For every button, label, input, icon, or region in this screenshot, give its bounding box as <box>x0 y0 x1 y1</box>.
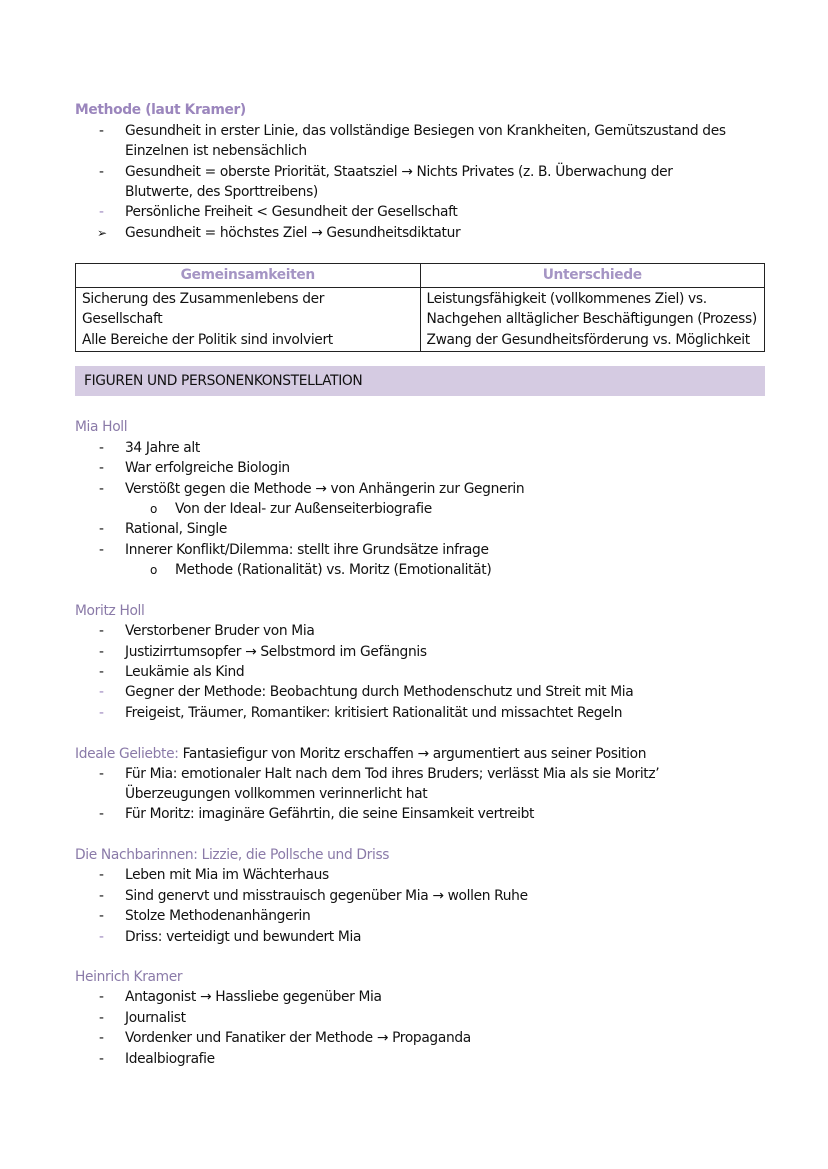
bullet-dash: - <box>99 806 104 822</box>
bullet-dash: - <box>99 664 104 680</box>
list-item-cont: Überzeugungen vollkommen verinnerlicht hat <box>125 786 428 802</box>
bullet-dash: - <box>99 888 104 904</box>
section-header-bar <box>75 366 765 396</box>
list-item: Persönliche Freiheit < Gesundheit der Gesellschaft <box>125 204 458 220</box>
bullet-dash: - <box>99 867 104 883</box>
list-item-cont: Blutwerte, des Sporttreibens) <box>125 184 318 200</box>
bullet-dash: - <box>99 460 104 476</box>
cell-line: Alle Bereiche der Politik sind involviert <box>82 331 333 348</box>
bullet-dash: - <box>99 1051 104 1067</box>
table-header-unterschiede: Unterschiede <box>420 264 765 288</box>
list-item: Gesundheit = oberste Priorität, Staatsziel → Nichts Privates (z. B. Überwachung der <box>125 164 673 180</box>
bullet-dash: - <box>99 929 104 945</box>
list-item: Journalist <box>125 1010 186 1026</box>
list-item: Für Mia: emotionaler Halt nach dem Tod ihres Bruders; verlässt Mia als sie Moritz’ <box>125 766 660 782</box>
list-item: Driss: verteidigt und bewundert Mia <box>125 929 362 945</box>
table-cell-left <box>76 287 421 352</box>
cell-line: Nachgehen alltäglicher Beschäftigungen (Prozess) <box>426 311 757 327</box>
list-item: Stolze Methodenanhängerin <box>125 908 311 924</box>
circle-bullet-icon: o <box>150 563 157 577</box>
bullet-dash: - <box>99 164 104 180</box>
geliebte-heading: Ideale Geliebte: <box>75 746 179 762</box>
cell-line: Gesellschaft <box>82 311 163 327</box>
mia-heading: Mia Holl <box>75 419 128 435</box>
cell-line: Leistungsfähigkeit (vollkommenes Ziel) vs. <box>426 290 707 307</box>
bullet-dash: - <box>99 1010 104 1026</box>
list-item: Idealbiografie <box>125 1051 215 1067</box>
list-item: Leben mit Mia im Wächterhaus <box>125 867 329 883</box>
list-item: Innerer Konflikt/Dilemma: stellt ihre Grundsätze infrage <box>125 542 489 558</box>
list-item: Gegner der Methode: Beobachtung durch Methodenschutz und Streit mit Mia <box>125 684 634 700</box>
list-item: Antagonist → Hassliebe gegenüber Mia <box>125 989 382 1005</box>
cell-line: Zwang der Gesundheitsförderung vs. Möglichkeit <box>426 331 750 348</box>
bullet-dash: - <box>99 542 104 558</box>
list-item-cont: Einzelnen ist nebensächlich <box>125 143 307 159</box>
arrow-bullet-icon: ➢ <box>97 226 107 240</box>
list-item: Rational, Single <box>125 521 228 537</box>
list-item: Verstößt gegen die Methode → von Anhängerin zur Gegnerin <box>125 481 525 497</box>
list-item: War erfolgreiche Biologin <box>125 460 290 476</box>
bullet-dash: - <box>99 684 104 700</box>
kramer-heading: Heinrich Kramer <box>75 969 183 985</box>
bullet-dash: - <box>99 766 104 782</box>
list-item: Verstorbener Bruder von Mia <box>125 623 315 639</box>
list-item: Justizirrtumsopfer → Selbstmord im Gefängnis <box>125 644 427 660</box>
bullet-dash: - <box>99 705 104 721</box>
table-cell-right <box>420 287 765 352</box>
bullet-dash: - <box>99 644 104 660</box>
bullet-dash: - <box>99 123 104 139</box>
list-item: 34 Jahre alt <box>125 440 200 456</box>
bullet-dash: - <box>99 204 104 220</box>
bullet-dash: - <box>99 623 104 639</box>
geliebte-intro: Fantasiefigur von Moritz erschaffen → argumentiert aus seiner Position <box>182 746 647 762</box>
list-item: Sind genervt und misstrauisch gegenüber Mia → wollen Ruhe <box>125 888 528 904</box>
table-header-gemeinsamkeiten: Gemeinsamkeiten <box>76 264 421 288</box>
bullet-dash: - <box>99 908 104 924</box>
bullet-dash: - <box>99 481 104 497</box>
bullet-dash: - <box>99 440 104 456</box>
sub-list-item: Methode (Rationalität) vs. Moritz (Emotionalität) <box>175 562 492 578</box>
list-item: Gesundheit = höchstes Ziel → Gesundheitsdiktatur <box>125 225 461 241</box>
sub-list-item: Von der Ideal- zur Außenseiterbiografie <box>175 501 432 517</box>
list-item: Gesundheit in erster Linie, das vollständige Besiegen von Krankheiten, Gemütszustand des <box>125 123 726 139</box>
geliebte-line <box>75 746 646 762</box>
bullet-dash: - <box>99 521 104 537</box>
comparison-table <box>75 263 765 352</box>
bullet-dash: - <box>99 989 104 1005</box>
bullet-dash: - <box>99 1030 104 1046</box>
nachbarinnen-heading: Die Nachbarinnen: Lizzie, die Pollsche und Driss <box>75 847 390 863</box>
cell-line: Sicherung des Zusammenlebens der <box>82 290 325 307</box>
list-item: Freigeist, Träumer, Romantiker: kritisiert Rationalität und missachtet Regeln <box>125 705 623 721</box>
section-title: FIGUREN UND PERSONENKONSTELLATION <box>84 373 363 389</box>
list-item: Vordenker und Fanatiker der Methode → Propaganda <box>125 1030 471 1046</box>
methode-heading: Methode (laut Kramer) <box>75 102 246 118</box>
circle-bullet-icon: o <box>150 502 157 516</box>
list-item: Für Moritz: imaginäre Gefährtin, die seine Einsamkeit vertreibt <box>125 806 535 822</box>
list-item: Leukämie als Kind <box>125 664 245 680</box>
moritz-heading: Moritz Holl <box>75 603 145 619</box>
